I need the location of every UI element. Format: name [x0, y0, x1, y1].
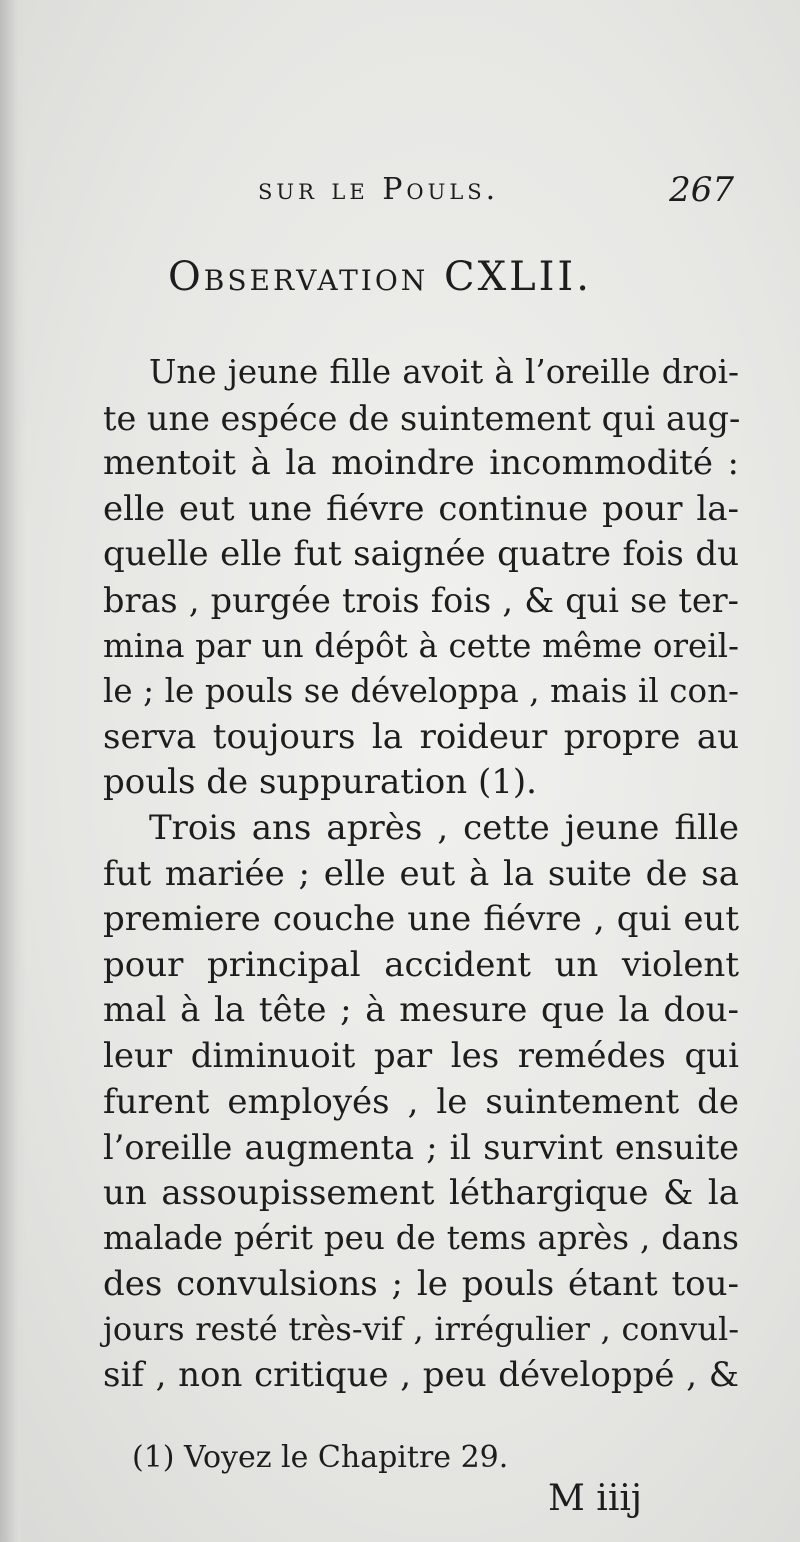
text-line: le ; le pouls se développa , mais il con- [103, 672, 739, 711]
text-line: des convulsions ; le pouls étant tou- [103, 1263, 739, 1304]
text-line: un assoupissement léthargique & la [103, 1172, 739, 1213]
page-number: 267 [669, 170, 734, 210]
text-line: jours resté très-vif , irrégulier , convul- [103, 1310, 739, 1349]
text-line: furent employés , le suintement de [103, 1081, 739, 1122]
text-line: sif , non critique , peu développé , & [103, 1355, 739, 1396]
text-line: Trois ans après , cette jeune fille [149, 807, 739, 848]
text-line: fut mariée ; elle eut à la suite de sa [103, 853, 739, 894]
signature-mark: M iiij [548, 1478, 643, 1519]
running-title: sur le Pouls. [258, 172, 500, 207]
text-line: elle eut une fiévre continue pour la- [103, 488, 739, 529]
text-line: mal à la tête ; à mesure que la dou- [103, 990, 739, 1031]
running-head [258, 172, 740, 212]
page-gutter-shadow [0, 0, 26, 1542]
text-line: mina par un dépôt à cette même oreil- [103, 626, 739, 665]
footnote: (1) Voyez le Chapitre 29. [132, 1440, 509, 1475]
text-line: premiere couche une fiévre , qui eut [103, 899, 739, 940]
text-line: pouls de suppuration (1). [103, 762, 537, 803]
text-line: mentoit à la moindre incommodité : [103, 443, 739, 484]
text-line: pour principal accident un violent [103, 944, 739, 985]
text-line: serva toujours la roideur propre au [103, 716, 739, 757]
text-line: te une espéce de suintement qui aug- [103, 398, 741, 438]
text-line: Une jeune fille avoit à l’oreille droi- [149, 353, 739, 391]
text-line: bras , purgée trois fois , & qui se ter- [103, 580, 739, 620]
observation-title: Observation CXLII. [168, 254, 592, 300]
text-line: malade périt peu de tems après , dans [103, 1219, 739, 1258]
text-line: l’oreille augmenta ; il survint ensuite [103, 1128, 739, 1168]
body-text [103, 350, 739, 1399]
text-line: leur diminuoit par les remédes qui [103, 1035, 739, 1076]
text-line: quelle elle fut saignée quatre fois du [103, 534, 739, 575]
